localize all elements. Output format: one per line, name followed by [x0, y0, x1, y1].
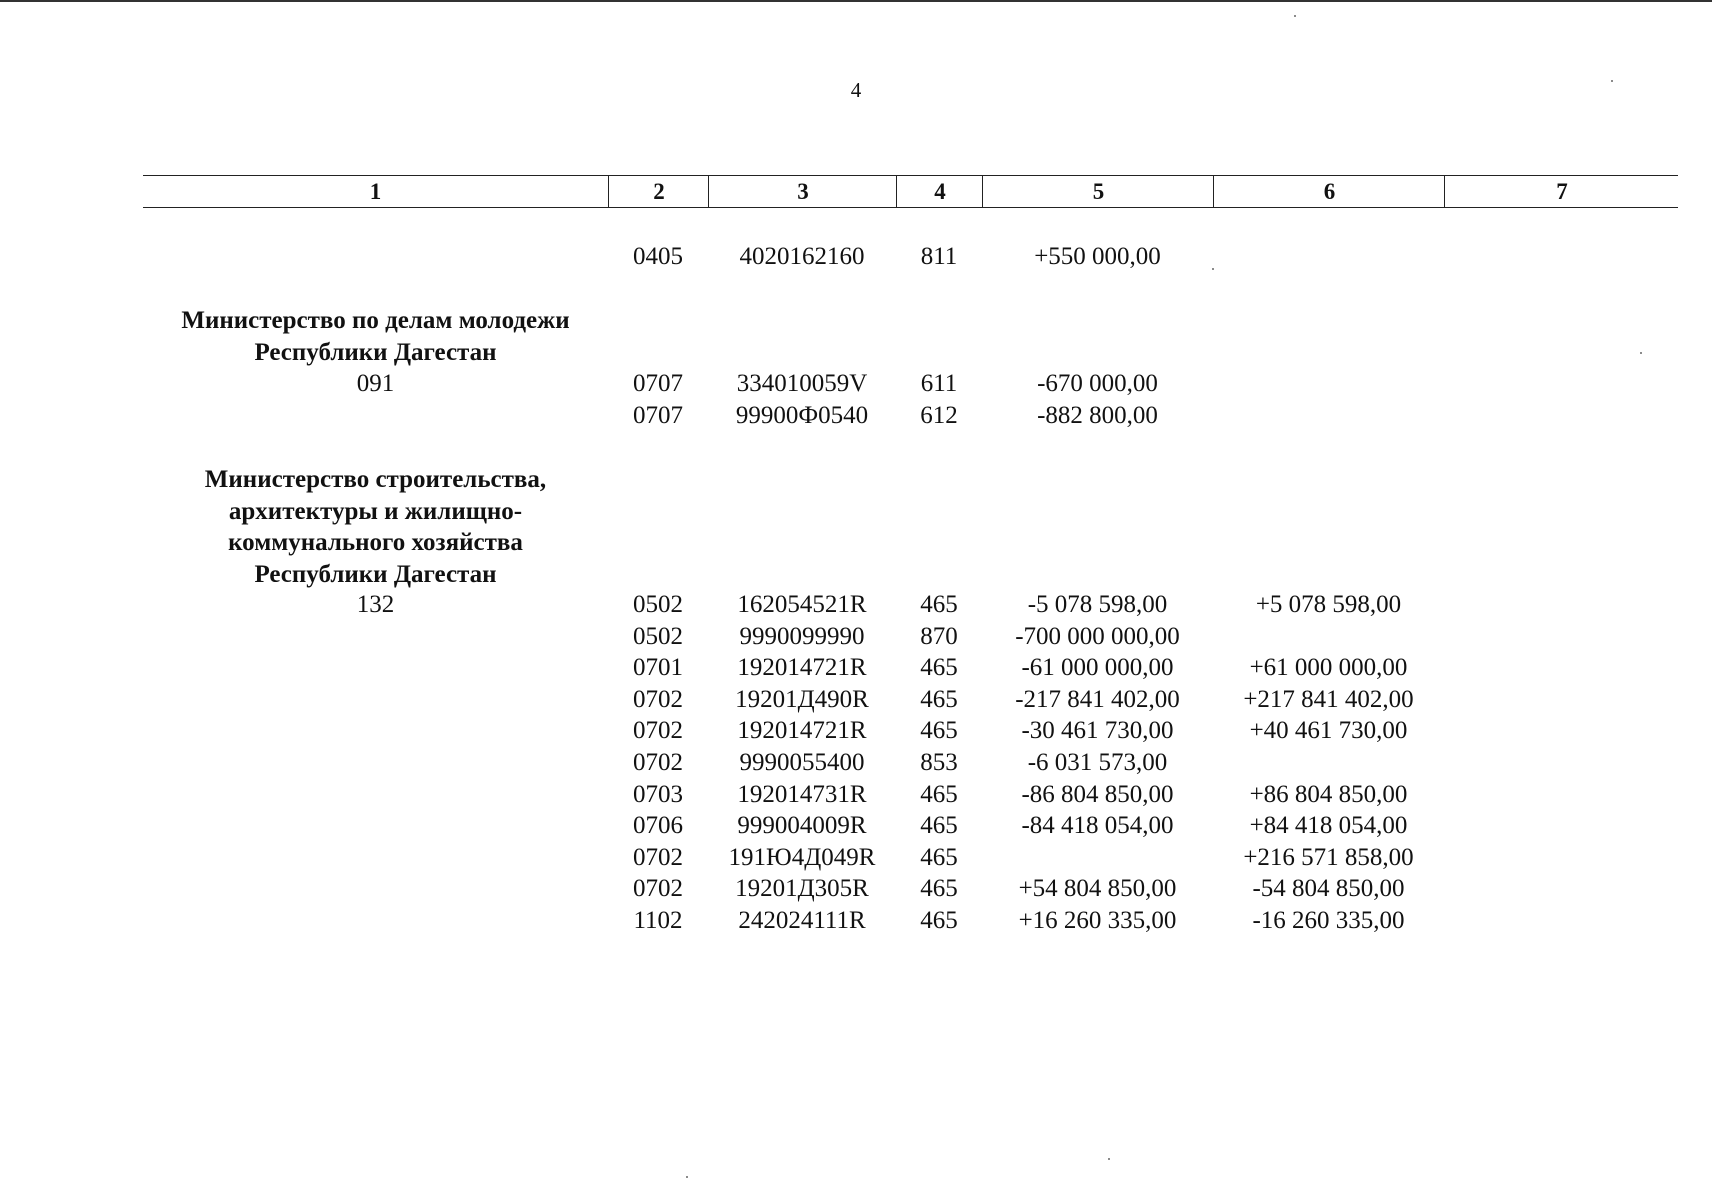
cell-col-6: +5 078 598,00	[1255, 591, 1402, 618]
cell-col-6: +217 841 402,00	[1243, 685, 1414, 713]
cell-col-5: -700 000 000,00	[1015, 622, 1180, 650]
cell-col-5: -6 031 573,00	[1027, 749, 1168, 776]
section-title-line: Министерство строительства,	[204, 466, 547, 493]
cell-col-5: -86 804 850,00	[1021, 780, 1174, 808]
column-header-6: 6	[1213, 176, 1445, 207]
cell-col-2: 0702	[633, 717, 683, 745]
cell-col-2: 0502	[633, 622, 683, 650]
cell-col-6: +40 461 730,00	[1249, 717, 1408, 745]
cell-col-5: -61 000 000,00	[1021, 654, 1174, 682]
column-header-4: 4	[896, 176, 983, 207]
cell-col-6: +84 418 054,00	[1249, 812, 1408, 840]
cell-col-6: -54 804 850,00	[1252, 875, 1405, 903]
cell-col-2: 0702	[633, 875, 683, 903]
cell-col-2: 0701	[633, 654, 683, 682]
cell-col-4: 611	[920, 370, 958, 397]
cell-col-5: -30 461 730,00	[1021, 717, 1174, 745]
cell-col-4: 465	[920, 654, 958, 682]
cell-col-2: 0502	[633, 591, 683, 618]
cell-col-4: 465	[920, 843, 958, 871]
column-header-7: 7	[1444, 176, 1679, 207]
cell-col-3: 334010059V	[736, 370, 868, 397]
cell-col-2: 0703	[633, 780, 683, 808]
cell-col-5: -217 841 402,00	[1015, 685, 1180, 713]
cell-col-6: +86 804 850,00	[1249, 780, 1408, 808]
cell-col-3: 242024111R	[738, 907, 866, 934]
scan-speck	[1212, 268, 1214, 270]
cell-col-2: 1102	[633, 907, 683, 934]
cell-col-2: 0702	[633, 749, 683, 776]
scan-speck	[1294, 15, 1296, 17]
cell-col-5: -882 800,00	[1037, 401, 1158, 429]
cell-col-2: 0702	[633, 685, 683, 713]
section-title-line: Республики Дагестан	[254, 560, 497, 588]
cell-col-2: 0405	[633, 243, 683, 270]
cell-col-3: 9990099990	[739, 622, 865, 650]
cell-col-5: -670 000,00	[1037, 370, 1158, 397]
page-number: 4	[850, 78, 862, 102]
section-title-line: архитектуры и жилищно-	[228, 497, 523, 525]
cell-col-6: +61 000 000,00	[1249, 654, 1408, 682]
cell-col-5: -84 418 054,00	[1021, 812, 1174, 840]
column-header-5: 5	[982, 176, 1214, 207]
cell-col-3: 4020162160	[739, 243, 865, 270]
cell-col-4: 465	[920, 591, 958, 618]
scan-speck	[1611, 80, 1613, 82]
cell-col-5: -5 078 598,00	[1027, 591, 1168, 618]
column-header-3: 3	[708, 176, 897, 207]
cell-col-6: +216 571 858,00	[1243, 843, 1414, 871]
cell-col-4: 612	[920, 401, 958, 429]
ministry-code: 091	[356, 370, 395, 397]
section-title-line: Министерство по делам молодежи	[181, 307, 570, 334]
scan-speck	[686, 1176, 688, 1178]
section-title-line: коммунального хозяйства	[228, 529, 523, 556]
cell-col-2: 0707	[633, 401, 683, 429]
cell-col-4: 465	[920, 875, 958, 903]
cell-col-3: 192014731R	[737, 780, 867, 808]
page-top-edge	[0, 0, 1712, 2]
cell-col-2: 0707	[633, 370, 683, 397]
cell-col-6: -16 260 335,00	[1252, 907, 1405, 934]
cell-col-2: 0706	[633, 812, 683, 840]
section-title-line: Республики Дагестан	[254, 338, 497, 366]
cell-col-5: +54 804 850,00	[1018, 875, 1177, 903]
cell-col-3: 19201Д305R	[735, 875, 869, 903]
scan-speck	[1640, 352, 1642, 354]
cell-col-3: 999004009R	[737, 812, 867, 840]
cell-col-4: 465	[920, 812, 958, 840]
cell-col-4: 465	[920, 907, 958, 934]
cell-col-5: +16 260 335,00	[1018, 907, 1177, 934]
cell-col-4: 870	[920, 622, 958, 650]
ministry-code: 132	[356, 591, 395, 618]
cell-col-2: 0702	[633, 843, 683, 871]
cell-col-4: 811	[920, 243, 958, 270]
cell-col-3: 19201Д490R	[735, 685, 869, 713]
cell-col-3: 192014721R	[737, 717, 867, 745]
cell-col-4: 465	[920, 717, 958, 745]
cell-col-4: 465	[920, 780, 958, 808]
cell-col-3: 191Ю4Д049R	[728, 843, 876, 871]
cell-col-5: +550 000,00	[1034, 243, 1161, 270]
cell-col-4: 853	[920, 749, 958, 776]
column-header-1: 1	[369, 179, 382, 204]
cell-col-3: 162054521R	[737, 591, 867, 618]
table-header-row	[143, 175, 1678, 208]
column-header-2: 2	[608, 176, 709, 207]
cell-col-3: 192014721R	[737, 654, 867, 682]
cell-col-3: 99900Ф0540	[735, 401, 869, 429]
scan-speck	[1108, 1158, 1110, 1160]
cell-col-4: 465	[920, 685, 958, 713]
cell-col-3: 9990055400	[739, 749, 865, 776]
